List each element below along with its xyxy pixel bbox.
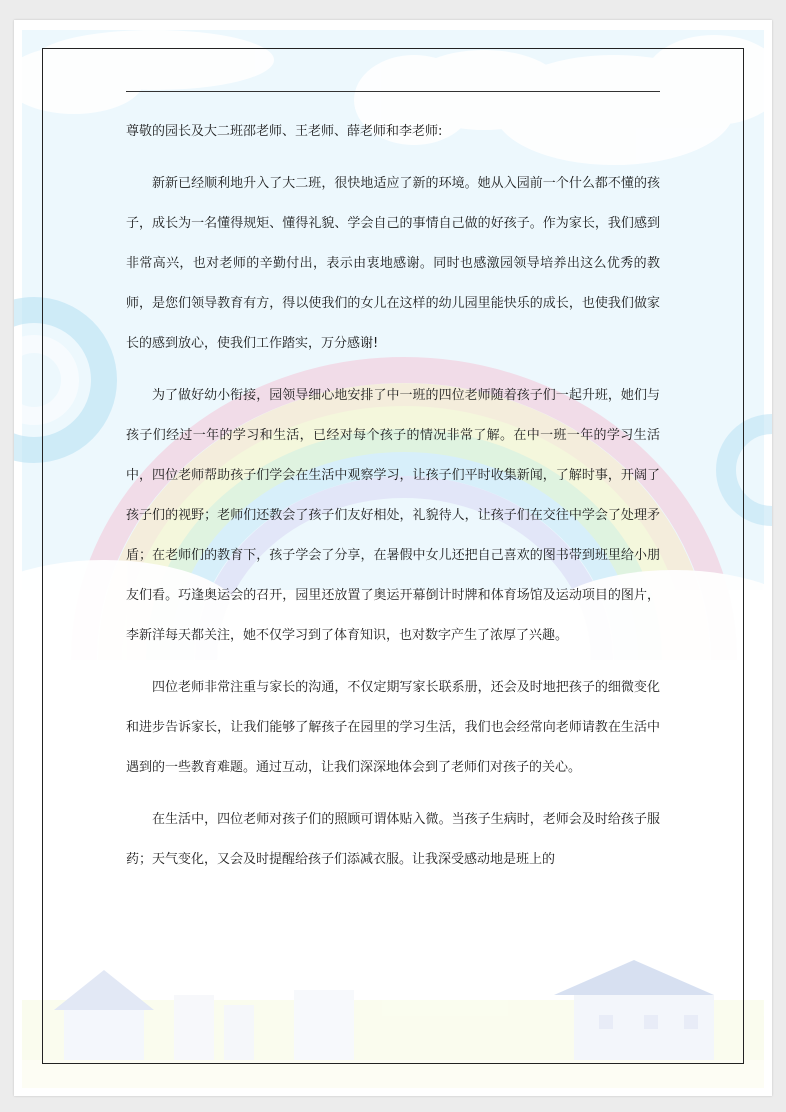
document-page: [14, 20, 772, 1096]
letter-paragraph-4: 在生活中，四位老师对孩子们的照顾可谓体贴入微。当孩子生病时，老师会及时给孩子服药；天气变化，又会及时提醒给孩子们添减衣服。让我深受感动地是班上的: [126, 812, 660, 867]
letter-paragraph-3: 四位老师非常注重与家长的沟通，不仅定期写家长联系册，还会及时地把孩子的细微变化和进步告诉家长，让我们能够了解孩子在园里的学习生活，我们也会经常向老师请教在生活中遇到的一些教育难题。通过互动，让我们深深地体会到了老师们对孩子的关心。: [126, 680, 660, 775]
letter-body: [126, 112, 660, 892]
letter-paragraph-1: 新新已经顺利地升入了大二班，很快地适应了新的环境。她从入园前一个什么都不懂的孩子，成长为一名懂得规矩、懂得礼貌、学会自己的事情自己做的好孩子。作为家长，我们感到非常高兴，也对老师的辛勤付出，表示由衷地感谢。同时也感激园领导培养出这么优秀的教师，是您们领导教育有方，得以使我们的女儿在这样的幼儿园里能快乐的成长，也使我们做家长的感到放心，使我们工作踏实，万分感谢!: [126, 176, 660, 351]
letter-salutation: 尊敬的园长及大二班邵老师、王老师、薛老师和李老师:: [126, 124, 443, 139]
letter-paragraph-2: 为了做好幼小衔接，园领导细心地安排了中一班的四位老师随着孩子们一起升班，她们与孩子们经过一年的学习和生活，已经对每个孩子的情况非常了解。在中一班一年的学习生活中，四位老师帮助孩子们学会在生活中观察学习，让孩子们平时收集新闻，了解时事，开阔了孩子们的视野；老师们还教会了孩子们友好相处，礼貌待人，让孩子们在交往中学会了处理矛盾；在老师们的教育下，孩子学会了分享，在暑假中女儿还把自己喜欢的图书带到班里给小朋友们看。巧逢奥运会的召开，园里还放置了奥运开幕倒计时牌和体育场馆及运动项目的图片，李新洋每天都关注，她不仅学习到了体育知识，也对数字产生了浓厚了兴趣。: [126, 388, 660, 643]
header-rule: [126, 91, 660, 92]
